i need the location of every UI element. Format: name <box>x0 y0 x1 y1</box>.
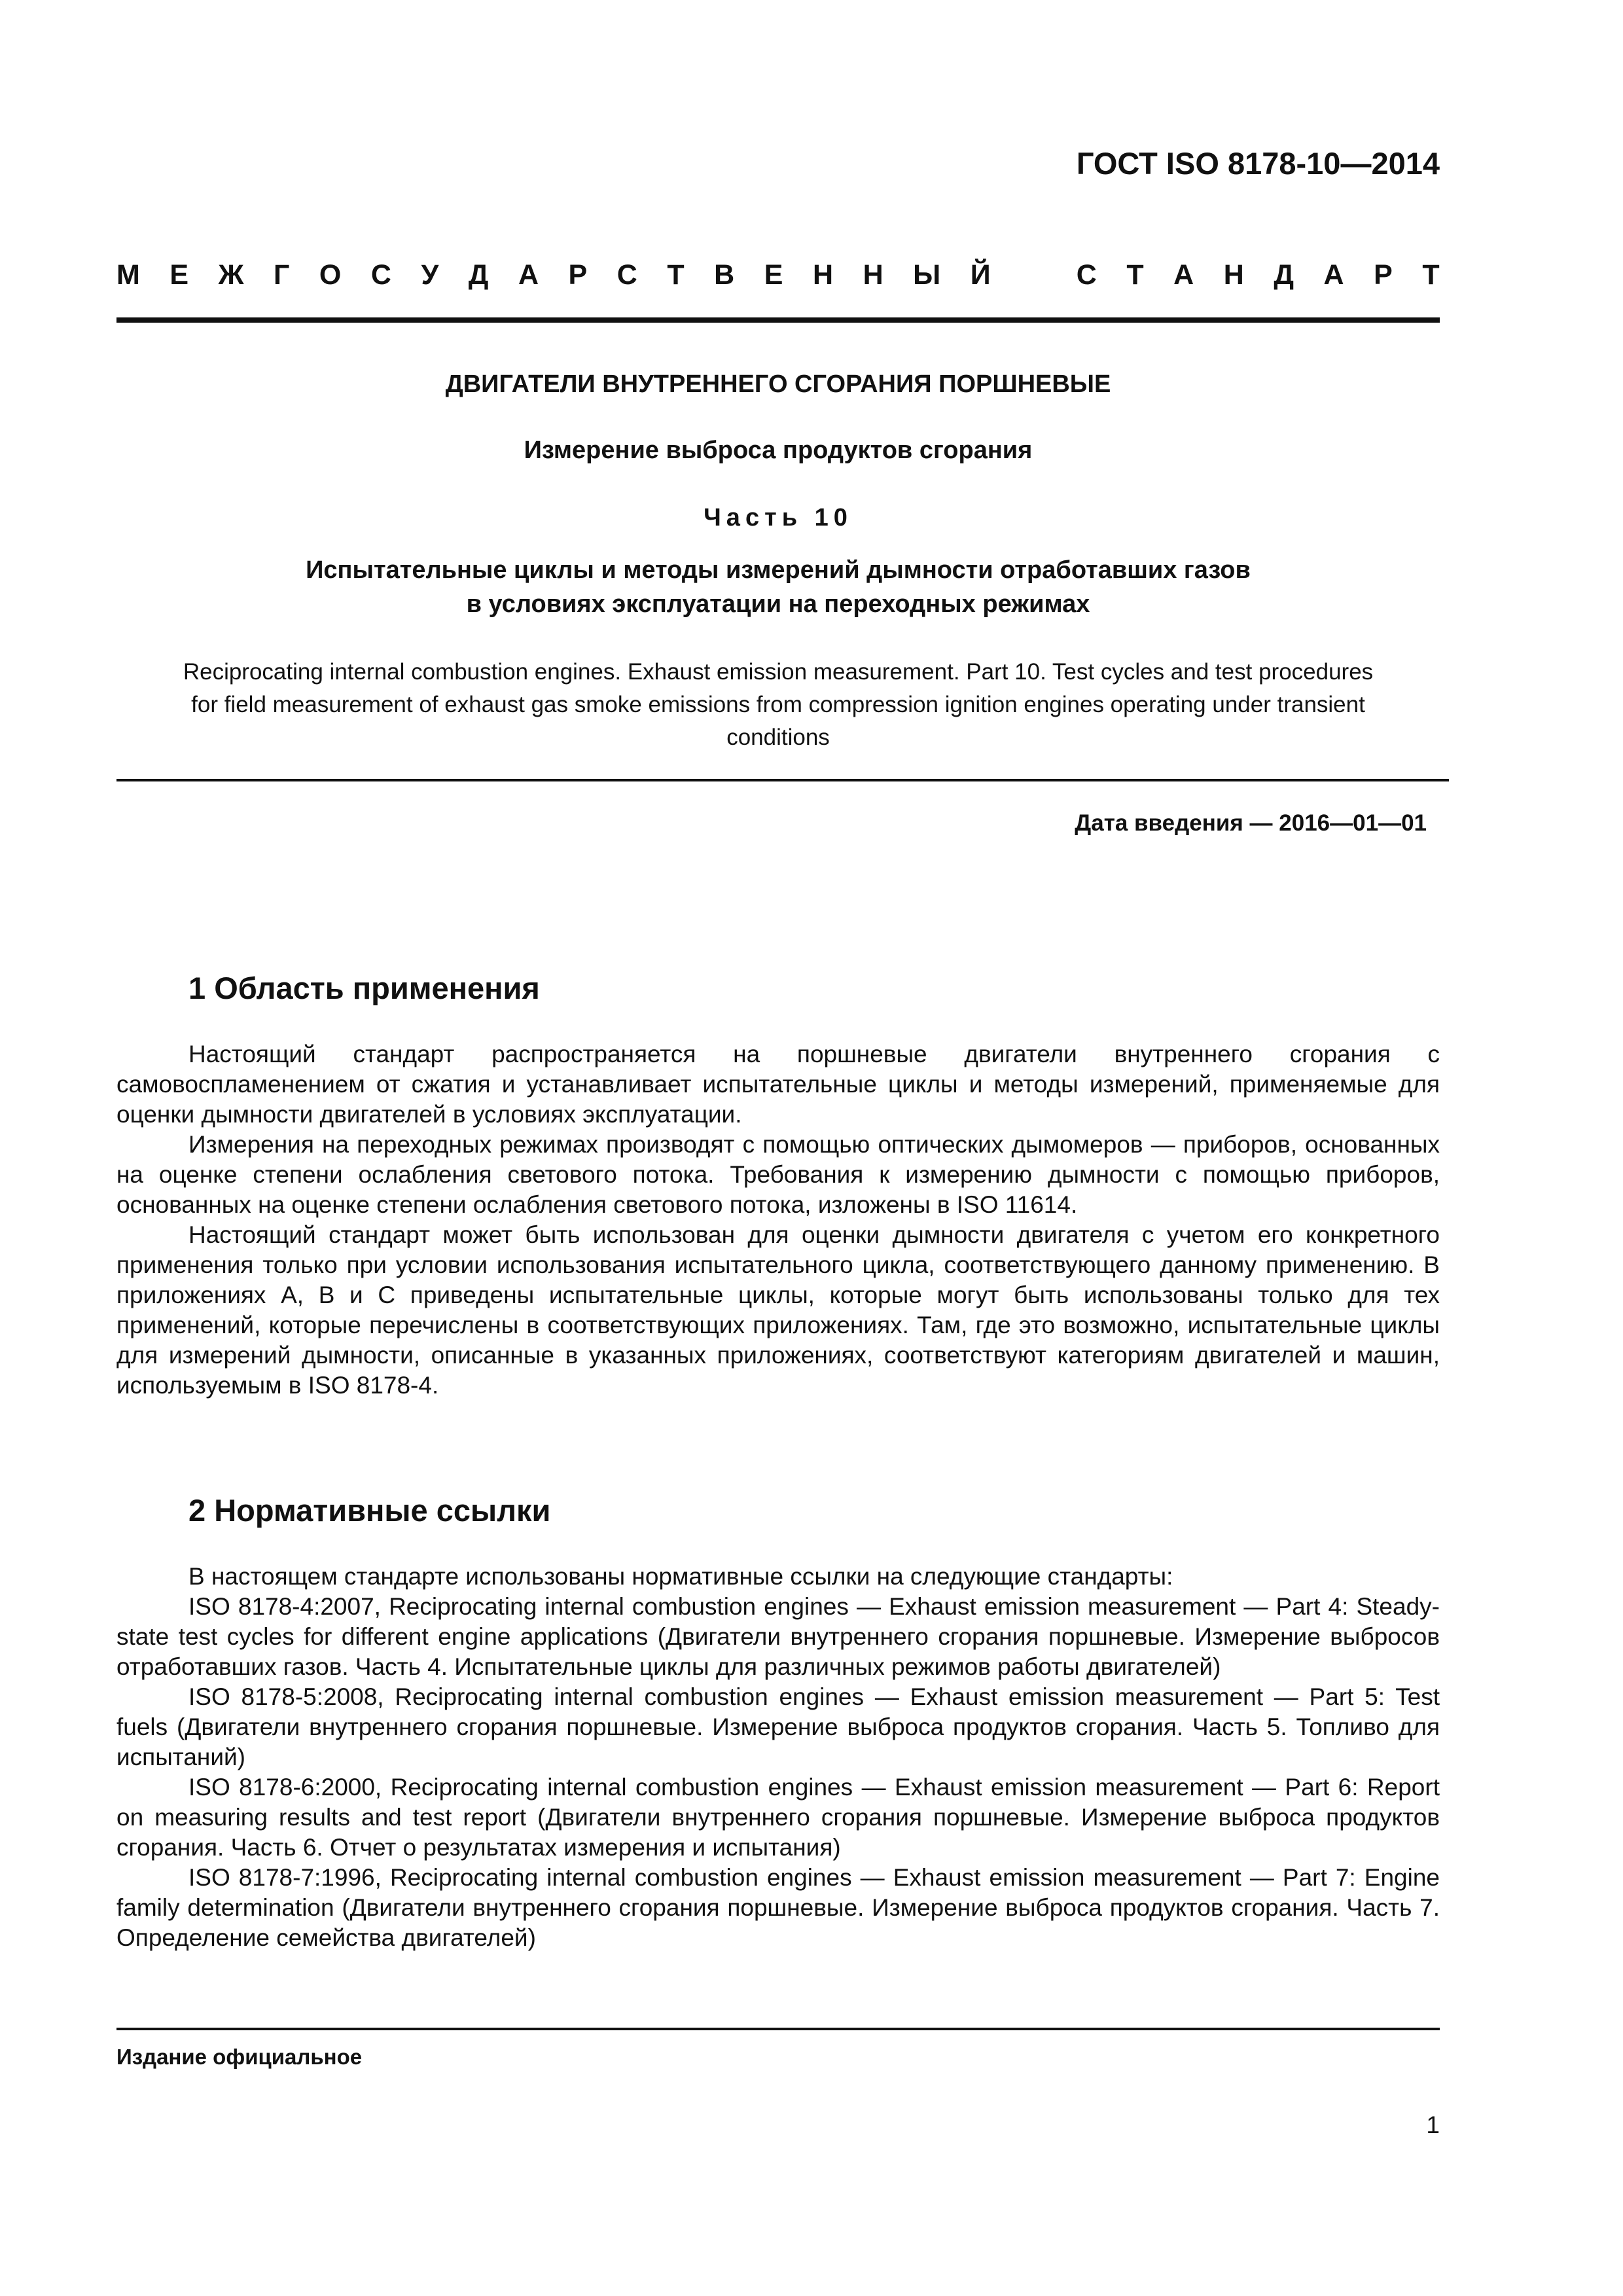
section-2-body <box>116 1562 1440 1953</box>
banner-letter: С <box>370 259 391 291</box>
banner-letter: Р <box>568 259 588 291</box>
reference-item: ISO 8178-7:1996, Reciprocating internal combustion engines — Exhaust emission measurement — Part 7: Engine family determination (Двигатели внутреннего сгорания поршневые. Измерение выброса продуктов сгорания. Часть 7. Определение семейства двигателей) <box>116 1864 1440 1951</box>
header-divider <box>116 317 1440 323</box>
paragraph: В настоящем стандарте использованы нормативные ссылки на следующие стандарты: <box>188 1563 1173 1590</box>
banner-letter: С <box>1076 259 1097 291</box>
banner-letter: Т <box>1422 259 1440 291</box>
part-label: Часть 10 <box>704 504 853 531</box>
document-number: ГОСТ ISO 8178-10—2014 <box>1076 146 1440 181</box>
english-title-line: conditions <box>726 725 830 750</box>
banner-letter: М <box>116 259 140 291</box>
banner-letter: Т <box>1126 259 1144 291</box>
standard-type-banner <box>116 257 1440 293</box>
banner-letter: Н <box>812 259 834 291</box>
part-title <box>116 553 1440 621</box>
banner-letter: С <box>616 259 637 291</box>
banner-letter: У <box>421 259 439 291</box>
banner-letter: Е <box>169 259 189 291</box>
reference-item: ISO 8178-4:2007, Reciprocating internal combustion engines — Exhaust emission measurement — Part 4: Steady-state test cycles for different engine applications (Двигатели внутреннего сгорания поршневые. Измерение выбросов отработавших газов. Часть 4. Испытательные циклы для различных режимов работы двигателей) <box>116 1593 1440 1680</box>
section-2-heading: 2 Нормативные ссылки <box>188 1493 551 1528</box>
document-title: ДВИГАТЕЛИ ВНУТРЕННЕГО СГОРАНИЯ ПОРШНЕВЫЕ <box>445 370 1111 398</box>
part-title-line: Испытательные циклы и методы измерений дымности отработавших газов <box>306 556 1251 584</box>
section-1-body <box>116 1039 1440 1401</box>
paragraph: Настоящий стандарт может быть использован для оценки дымности двигателя с учетом его конкретного применения только при условии использования испытательного цикла, соответствующего данному применению. В приложениях A, B и C приведены испытательные циклы, которые могут быть использованы только для тех применений, которые перечислены в соответствующих приложениях. Там, где это возможно, испытательные циклы для измерений дымности, описанные в указанных приложениях, соответствуют категориям двигателей и машин, используемым в ISO 8178-4. <box>116 1221 1440 1399</box>
banner-letter: Н <box>1223 259 1244 291</box>
banner-letter: О <box>319 259 342 291</box>
english-title <box>116 656 1440 754</box>
banner-letter: Г <box>273 259 290 291</box>
paragraph: Измерения на переходных режимах производят с помощью оптических дымомеров — приборов, основанных на оценке степени ослабления светового потока. Требования к измерению дымности с помощью приборов, основанных на оценке степени ослабления светового потока, изложены в ISO 11614. <box>116 1131 1440 1218</box>
banner-letter: А <box>518 259 539 291</box>
paragraph: Настоящий стандарт распространяется на поршневые двигатели внутреннего сгорания с самовоспламенением от сжатия и устанавливает испытательные циклы и методы измерений, применяемые для оценки дымности двигателей в условиях эксплуатации. <box>116 1041 1440 1128</box>
banner-letter: В <box>714 259 735 291</box>
english-title-line: for field measurement of exhaust gas smoke emissions from compression ignition engines operating under transient <box>191 692 1365 717</box>
footer-divider <box>116 2028 1440 2030</box>
banner-letter: Н <box>863 259 883 291</box>
introduction-date: Дата введения — 2016—01—01 <box>1075 810 1427 836</box>
banner-letter: Р <box>1374 259 1393 291</box>
banner-letter: Д <box>468 259 489 291</box>
section-1-heading: 1 Область применения <box>188 971 540 1005</box>
reference-item: ISO 8178-6:2000, Reciprocating internal combustion engines — Exhaust emission measurement — Part 6: Report on measuring results and test report (Двигатели внутреннего сгорания поршневые. Измерение выброса продуктов сгорания. Часть 6. Отчет о результатах измерения и испытания) <box>116 1774 1440 1861</box>
english-title-line: Reciprocating internal combustion engines. Exhaust emission measurement. Part 10. Test cycles and test procedures <box>183 659 1374 685</box>
reference-item: ISO 8178-5:2008, Reciprocating internal combustion engines — Exhaust emission measurement — Part 5: Test fuels (Двигатели внутреннего сгорания поршневые. Измерение выброса продуктов сгорания. Часть 5. Топливо для испытаний) <box>116 1683 1440 1770</box>
edition-label: Издание официальное <box>116 2045 363 2069</box>
title-divider <box>116 779 1449 781</box>
banner-letter: Е <box>764 259 783 291</box>
banner-letter: Й <box>970 259 991 291</box>
document-subtitle: Измерение выброса продуктов сгорания <box>524 437 1033 464</box>
banner-letter: Ы <box>913 259 941 291</box>
banner-letter: Ж <box>218 259 244 291</box>
part-title-line: в условиях эксплуатации на переходных режимах <box>466 590 1090 618</box>
page-number: 1 <box>1426 2111 1440 2138</box>
banner-letter: Т <box>667 259 685 291</box>
banner-letter: А <box>1173 259 1194 291</box>
banner-letter: А <box>1323 259 1344 291</box>
banner-letter: Д <box>1274 259 1294 291</box>
